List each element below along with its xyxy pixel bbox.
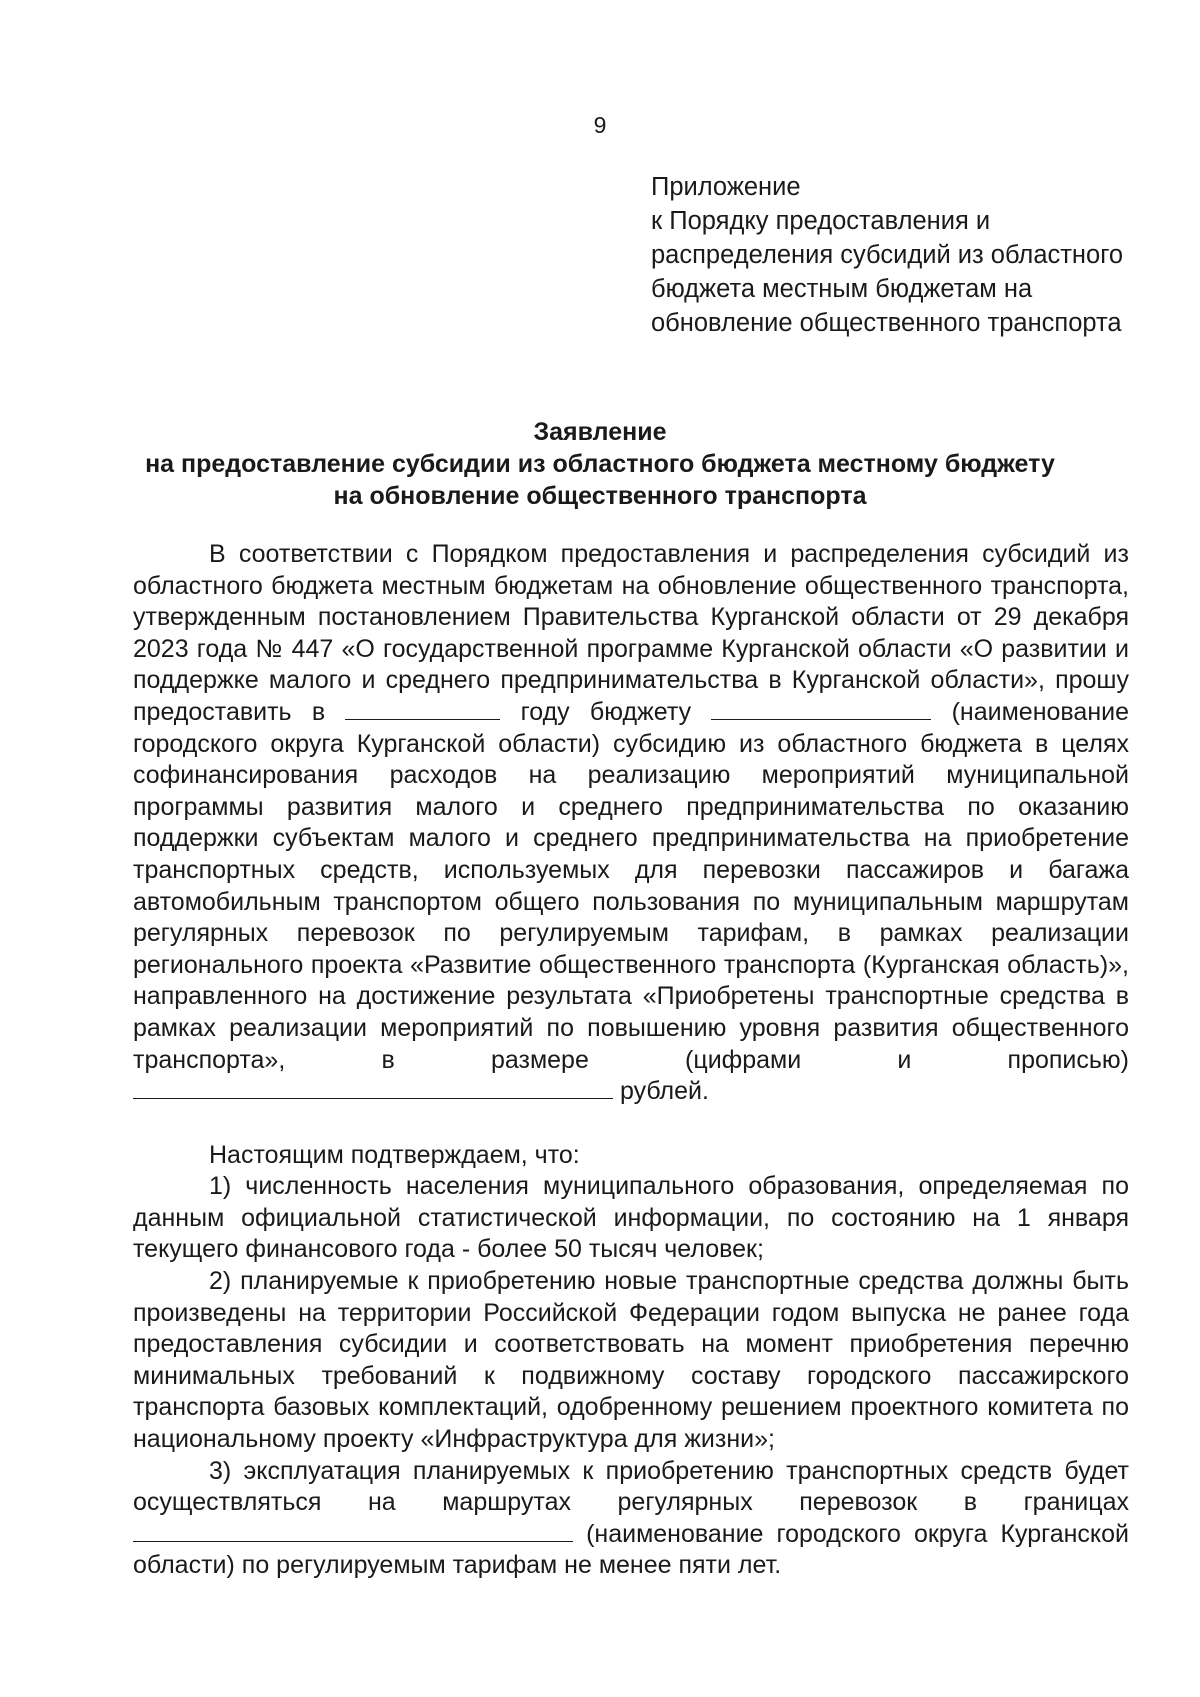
confirm-heading: Настоящим подтверждаем, что:: [209, 1140, 580, 1169]
municipality-blank-field-2[interactable]: [133, 1519, 573, 1542]
confirm-item-3: [133, 1456, 1129, 1582]
appendix-line: обновление общественного транспорта: [651, 309, 1122, 337]
appendix-line: распределения субсидий из областного: [651, 241, 1124, 269]
confirm-item-3-text: (наименование городского округа Курганской области) по регулируемым тарифам не менее пяти лет.: [133, 1519, 1130, 1580]
municipality-blank-field[interactable]: [711, 697, 931, 720]
appendix-header: [651, 170, 1171, 340]
intro-text: (наименование городского округа Курганской области) субсидию из областного бюджета в целях софинансирования расходов на реализацию мероприятий муниципальной программы развития малого и среднего предпринимательства по оказанию поддержки субъектам малого и среднего предпринимательства на приобретение транспортных средств, используемых для перевозки пассажиров и багажа автомобильным транспортом общего пользования по муниципальным маршрутам регулярных перевозок по регулируемым тарифам, в рамках реализации регионального проекта «Развитие общественного транспорта (Курганская область)», направленного на достижение результата «Приобретены транспортные средства в рамках реализации мероприятий по повышению уровня развития общественного транспорта», в размере (цифрами и прописью): [133, 697, 1129, 1074]
confirm-item-3-text: 3) эксплуатация планируемых к приобретению транспортных средств будет осуществляться на маршрутах регулярных перевозок в границах: [133, 1456, 1129, 1517]
confirm-item-2: 2) планируемые к приобретению новые транспортные средства должны быть произведены на территории Российской Федерации годом выпуска не ранее года предоставления субсидии и соответствовать на момент приобретения перечню минимальных требований к подвижному составу городского пассажирского транспорта базовых комплектаций, одобренному решением проектного комитета по национальному проекту «Инфраструктура для жизни»;: [133, 1267, 1129, 1454]
document-body: [133, 539, 1129, 1582]
year-blank-field[interactable]: [345, 697, 500, 720]
title-line: Заявление: [533, 418, 667, 446]
document-title: [60, 416, 1140, 512]
appendix-line: бюджета местным бюджетам на: [651, 275, 1033, 303]
intro-paragraph: [133, 539, 1129, 1108]
intro-text: рублей.: [619, 1077, 709, 1106]
title-line: на предоставление субсидии из областного бюджета местному бюджету: [145, 450, 1055, 478]
appendix-line: к Порядку предоставления и: [651, 207, 991, 235]
intro-text: году бюджету: [520, 697, 692, 726]
confirm-item-1: 1) численность населения муниципального образования, определяемая по данным официальной статистической информации, по состоянию на 1 января текущего финансового года - более 50 тысяч человек;: [133, 1172, 1129, 1264]
page-number: 9: [593, 112, 607, 138]
amount-blank-field[interactable]: [133, 1076, 613, 1099]
appendix-line: Приложение: [651, 173, 801, 201]
intro-text: В соответствии с Порядком предоставления и распределения субсидий из областного бюджета местным бюджетам на обновление общественного транспорта, утвержденным постановлением Правительства Курганской области от 29 декабря 2023 года № 447 «О государственной программе Курганской области «О развитии и поддержке малого и среднего предпринимательства в Курганской области», прошу предоставить в: [133, 540, 1129, 726]
title-line: на обновление общественного транспорта: [333, 482, 867, 510]
